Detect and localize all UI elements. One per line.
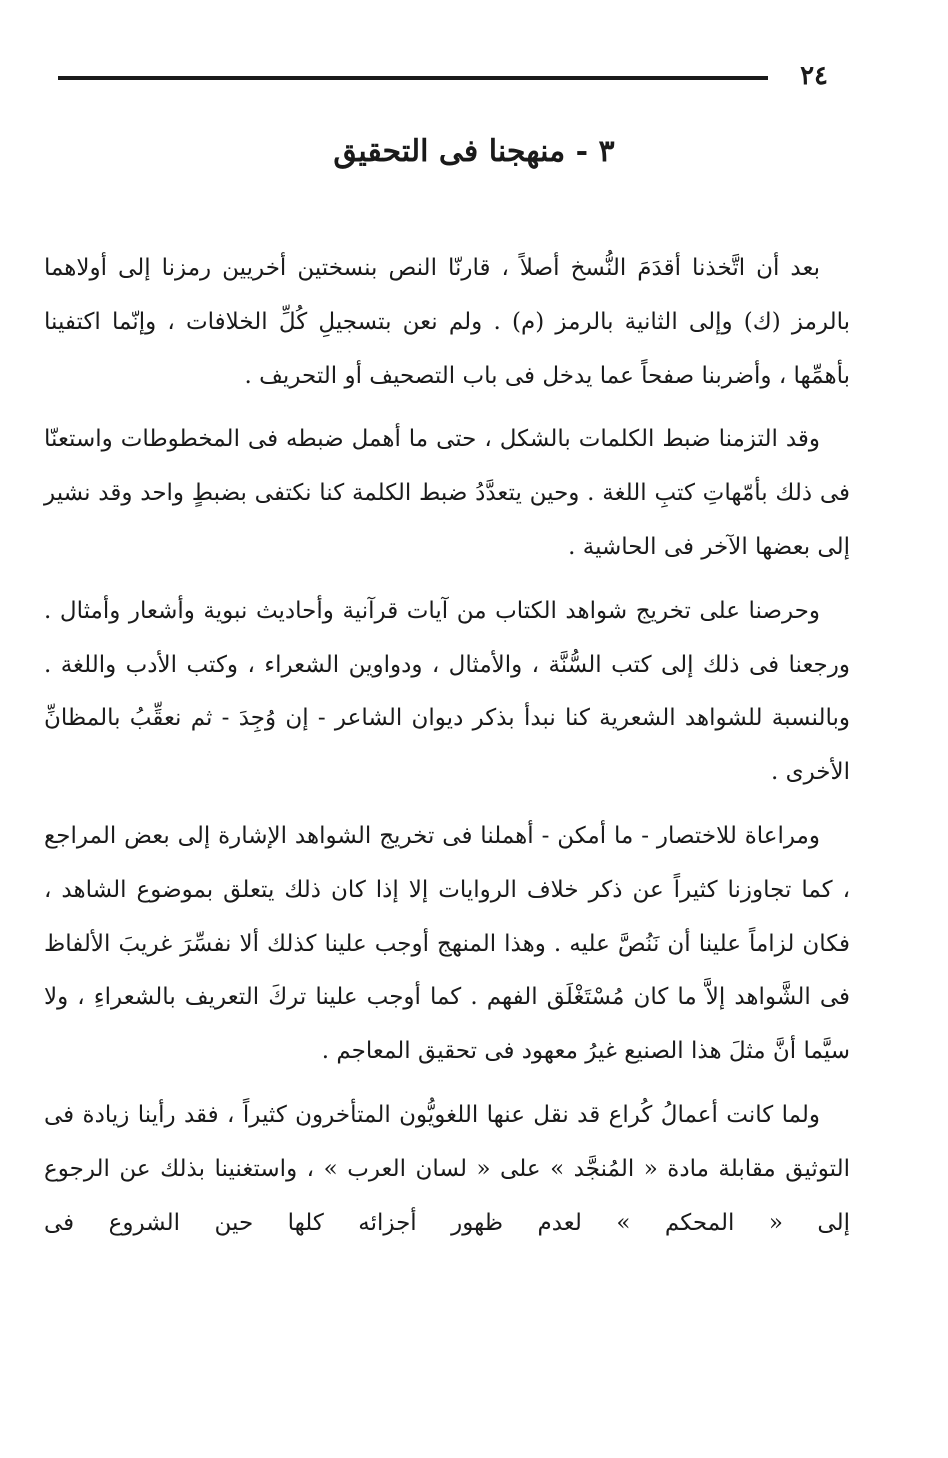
page-header: [58, 58, 838, 98]
header-rule: [58, 76, 768, 80]
paragraph: وحرصنا على تخريج شواهد الكتاب من آيات قرآنية وأحاديث نبوية وأشعار وأمثال . ورجعنا فى ذلك إلى كتب السُّنَّة ، والأمثال ، ودواوين الشعراء ، وكتب الأدب واللغة . وبالنسبة للشواهد الشعرية كنا نبدأ بذكر ديوان الشاعر - إن وُجِدَ - ثم نعقِّبُ بالمظانِّ الأخرى .: [44, 597, 850, 786]
paragraph: ومراعاة للاختصار - ما أمكن - أهملنا فى تخريج الشواهد الإشارة إلى بعض المراجع ، كما تجاوزنا كثيراً عن ذكر خلاف الروايات إلا إذا كان ذلك يتعلق بموضوع الشاهد ، فكان لزاماً علينا أن نَنُصَّ عليه . وهذا المنهج أوجب علينا كذلك ألا نفسِّرَ غريبَ الألفاظ فى الشَّواهد إلاَّ ما كان مُسْتَغْلَق الفهم . كما أوجب علينا تركَ التعريف بالشعراءِ ، ولا سيَّما أنَّ مثلَ هذا الصنيع غيرُ معهود فى تحقيق المعاجم .: [44, 822, 851, 1065]
section-title: ٣ - منهجنا فى التحقيق: [333, 134, 615, 169]
paragraph: ولما كانت أعمالُ كُراع قد نقل عنها اللغويُّون المتأخرون كثيراً ، فقد رأينا زيادة فى التوثيق مقابلة مادة « المُنجَّد » على « لسان العرب » ، واستغنينا بذلك عن الرجوع إلى « المحكم » لعدم ظهور أجزائه كلها حين الشروع فى: [44, 1101, 850, 1236]
paragraph: وقد التزمنا ضبط الكلمات بالشكل ، حتى ما أهمل ضبطه فى المخطوطات واستعنّا فى ذلك بأمّهاتِ كتبِ اللغة . وحين يتعدَّدُ ضبط الكلمة كنا نكتفى بضبطٍ واحد وقد نشير إلى بعضها الآخر فى الحاشية .: [44, 426, 850, 560]
paragraph: بعد أن اتَّخذنا أقدَمَ النُّسخ أصلاً ، قارنّا النص بنسختين أخريين رمزنا إلى أولاهما بالرمز (ك) وإلى الثانية بالرمز (م) . ولم نعن بتسجيلِ كُلِّ الخلافات ، وإنّما اكتفينا بأهمِّها ، وأضربنا صفحاً عما يدخل فى باب التصحيف أو التحريف .: [44, 255, 850, 389]
page-number: ٢٤: [800, 61, 828, 91]
body-text: [44, 242, 850, 1260]
